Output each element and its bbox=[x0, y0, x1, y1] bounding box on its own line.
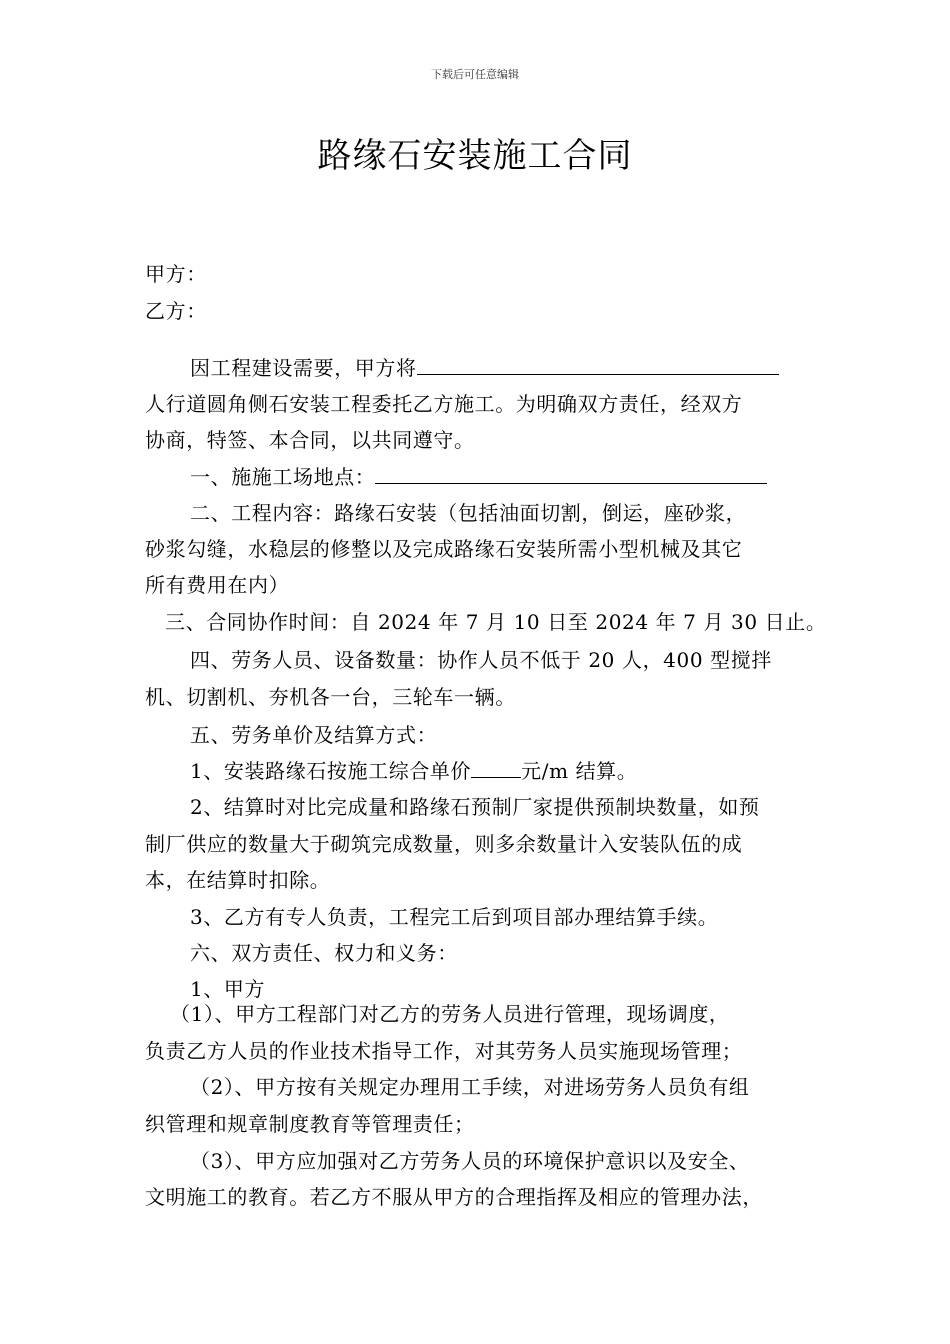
intro-line-3: 协商，特签、本合同，以共同遵守。 bbox=[145, 428, 475, 452]
section-2-line-2: 砂浆勾缝，水稳层的修整以及完成路缘石安装所需小型机械及其它 bbox=[145, 537, 743, 561]
section-5-item-2-line-2: 制厂供应的数量大于砌筑完成数量，则多余数量计入安装队伍的成 bbox=[145, 832, 743, 856]
section-5-item-1 bbox=[190, 755, 637, 784]
intro-line-2: 人行道圆角侧石安装工程委托乙方施工。为明确双方责任，经双方 bbox=[145, 392, 743, 416]
item-1-unit: 元/m 结算。 bbox=[521, 759, 638, 783]
blank-underline bbox=[471, 757, 521, 778]
document-title: 路缘石安装施工合同 bbox=[317, 136, 633, 176]
section-5-item-2-line-3: 本，在结算时扣除。 bbox=[145, 868, 331, 892]
section-1-text: 一、施施工场地点： bbox=[190, 465, 376, 489]
blank-underline bbox=[375, 463, 767, 484]
intro-line-1 bbox=[190, 352, 779, 381]
section-1-line bbox=[190, 461, 767, 490]
section-4-line-2: 机、切割机、夯机各一台，三轮车一辆。 bbox=[145, 685, 516, 709]
section-6-heading: 六、双方责任、权力和义务： bbox=[190, 941, 458, 965]
section-2-line-1: 二、工程内容：路缘石安装（包括油面切割，倒运，座砂浆， bbox=[190, 501, 747, 525]
section-6-p1-line-1: （1）、甲方工程部门对乙方的劳务人员进行管理，现场调度， bbox=[170, 1002, 730, 1026]
section-6-sub-1: 1、甲方 bbox=[190, 977, 266, 1001]
section-6-p3-line-2: 文明施工的教育。若乙方不服从甲方的合理指挥及相应的管理办法， bbox=[145, 1185, 763, 1209]
section-3-line: 三、合同协作时间：自 2024 年 7 月 10 日至 2024 年 7 月 30 日止。 bbox=[165, 610, 827, 634]
intro-text: 因工程建设需要，甲方将 bbox=[190, 356, 417, 380]
section-6-p2-line-1: （2）、甲方按有关规定办理用工手续，对进场劳务人员负有组 bbox=[190, 1075, 750, 1099]
party-b-label: 乙方： bbox=[145, 299, 207, 323]
party-a-label: 甲方： bbox=[145, 262, 207, 286]
section-5-item-3: 3、乙方有专人负责，工程完工后到项目部办理结算手续。 bbox=[190, 905, 719, 929]
section-6-p1-line-2: 负责乙方人员的作业技术指导工作，对其劳务人员实施现场管理； bbox=[145, 1039, 743, 1063]
section-6-p3-line-1: （3）、甲方应加强对乙方劳务人员的环境保护意识以及安全、 bbox=[190, 1149, 750, 1173]
section-5-item-2-line-1: 2、结算时对比完成量和路缘石预制厂家提供预制块数量，如预 bbox=[190, 795, 760, 819]
section-6-p2-line-2: 织管理和规章制度教育等管理责任； bbox=[145, 1112, 475, 1136]
section-2-line-3: 所有费用在内） bbox=[145, 573, 290, 597]
section-4-line-1: 四、劳务人员、设备数量：协作人员不低于 20 人，400 型搅拌 bbox=[190, 648, 772, 672]
item-1-text: 1、安装路缘石按施工综合单价 bbox=[190, 759, 472, 783]
blank-underline bbox=[417, 354, 779, 375]
section-5-heading: 五、劳务单价及结算方式： bbox=[190, 723, 438, 747]
header-note: 下载后可任意编辑 bbox=[431, 68, 519, 81]
